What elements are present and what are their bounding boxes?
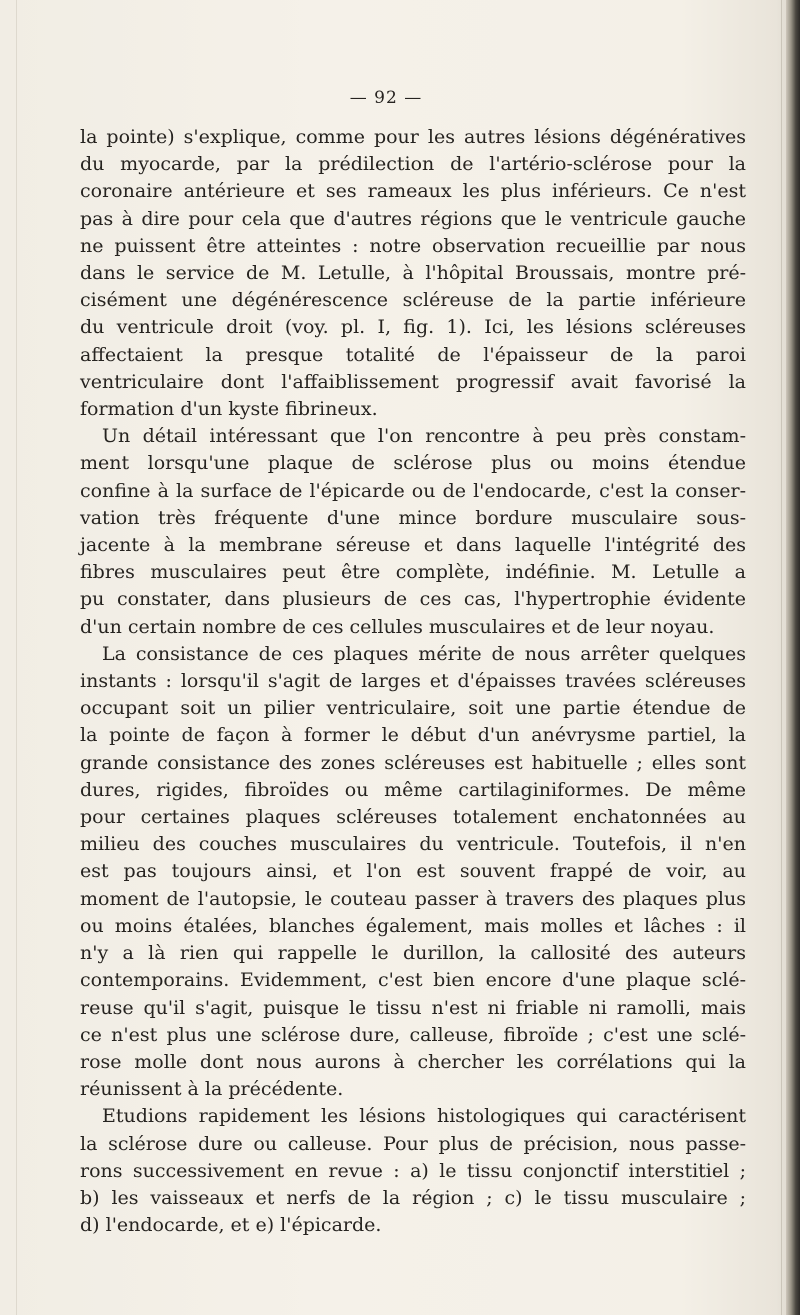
text-line: fibres musculaires peut être complète, indéfinie. M. Letulle a xyxy=(80,561,746,584)
text-line: vation très fréquente d'une mince bordure musculaire sous- xyxy=(80,506,746,529)
text-line: est pas toujours ainsi, et l'on est souvent frappé de voir, au xyxy=(80,860,746,883)
text-line: reuse qu'il s'agit, puisque le tissu n'est ni friable ni ramolli, mais xyxy=(80,996,746,1019)
text-line: réunissent à la précédente. xyxy=(80,1078,344,1101)
text-line: ment lorsqu'une plaque de sclérose plus ou moins étendue xyxy=(80,452,746,475)
paragraph-2 xyxy=(80,423,746,641)
text-line: rons successivement en revue : a) le tissu conjonctif interstitiel ; xyxy=(80,1159,746,1182)
text-line: la sclérose dure ou calleuse. Pour plus de précision, nous passe- xyxy=(80,1132,746,1155)
page-binding-shadow xyxy=(786,0,800,1315)
text-line: la pointe) s'explique, comme pour les autres lésions dégénératives xyxy=(80,126,746,148)
body-text xyxy=(80,124,746,1239)
text-line: dans le service de M. Letulle, à l'hôpital Broussais, montre pré- xyxy=(80,262,746,285)
text-line: La consistance de ces plaques mérite de nous arrêter quelques xyxy=(102,642,746,665)
text-line: d) l'endocarde, et e) l'épicarde. xyxy=(80,1214,382,1237)
text-line: b) les vaisseaux et nerfs de la région ; c) le tissu musculaire ; xyxy=(80,1186,746,1209)
text-line: contemporains. Evidemment, c'est bien encore d'une plaque sclé- xyxy=(80,969,746,992)
text-line: du myocarde, par la prédilection de l'artério-sclérose pour la xyxy=(80,153,746,176)
text-line: ventriculaire dont l'affaiblissement progressif avait favorisé la xyxy=(80,370,746,393)
text-line: cisément une dégénérescence scléreuse de la partie inférieure xyxy=(80,289,746,312)
text-line: ne puissent être atteintes : notre observation recueillie par nous xyxy=(80,234,746,257)
text-line: occupant soit un pilier ventriculaire, soit une partie étendue de xyxy=(80,697,746,720)
text-line: affectaient la presque totalité de l'épaisseur de la paroi xyxy=(80,343,746,366)
text-line: dures, rigides, fibroïdes ou même cartilaginiformes. De même xyxy=(80,778,746,801)
text-line: pas à dire pour cela que d'autres régions que le ventricule gauche xyxy=(80,207,746,230)
text-line: ou moins étalées, blanches également, mais molles et lâches : il xyxy=(80,914,746,937)
text-line: n'y a là rien qui rappelle le durillon, la callosité des auteurs xyxy=(80,942,746,965)
text-line: milieu des couches musculaires du ventricule. Toutefois, il n'en xyxy=(80,833,746,856)
text-line: jacente à la membrane séreuse et dans laquelle l'intégrité des xyxy=(80,534,746,557)
text-line: moment de l'autopsie, le couteau passer à travers des plaques plus xyxy=(80,887,746,910)
page-left-gutter-line xyxy=(16,0,17,1315)
text-line: pu constater, dans plusieurs de ces cas, l'hypertrophie évidente xyxy=(80,588,746,611)
text-line: rose molle dont nous aurons à chercher les corrélations qui la xyxy=(80,1050,746,1073)
paragraph-1 xyxy=(80,124,746,423)
text-line: ce n'est plus une sclérose dure, calleuse, fibroïde ; c'est une sclé- xyxy=(80,1023,746,1046)
text-line: pour certaines plaques scléreuses totalement enchatonnées au xyxy=(80,806,746,829)
text-line: la pointe de façon à former le début d'un anévrysme partiel, la xyxy=(80,724,746,747)
text-line: d'un certain nombre de ces cellules musculaires et de leur noyau. xyxy=(80,615,715,638)
text-line: coronaire antérieure et ses rameaux les plus inférieurs. Ce n'est xyxy=(80,180,746,203)
text-line: confine à la surface de l'épicarde ou de l'endocarde, c'est la conser- xyxy=(80,479,746,502)
text-line: grande consistance des zones scléreuses est habituelle ; elles sont xyxy=(80,751,746,774)
text-line: instants : lorsqu'il s'agit de larges et d'épaisses travées scléreuses xyxy=(80,670,746,693)
paragraph-3 xyxy=(80,641,746,1103)
text-line: Un détail intéressant que l'on rencontre à peu près constam- xyxy=(102,425,746,448)
page-number: — 92 — xyxy=(349,88,423,108)
paragraph-4 xyxy=(80,1103,746,1239)
text-line: du ventricule droit (voy. pl. I, fig. 1). Ici, les lésions scléreuses xyxy=(80,316,746,339)
text-line: formation d'un kyste fibrineux. xyxy=(80,398,378,421)
page-right-fold-line xyxy=(781,0,782,1315)
text-line: Etudions rapidement les lésions histologiques qui caractérisent xyxy=(102,1105,746,1128)
